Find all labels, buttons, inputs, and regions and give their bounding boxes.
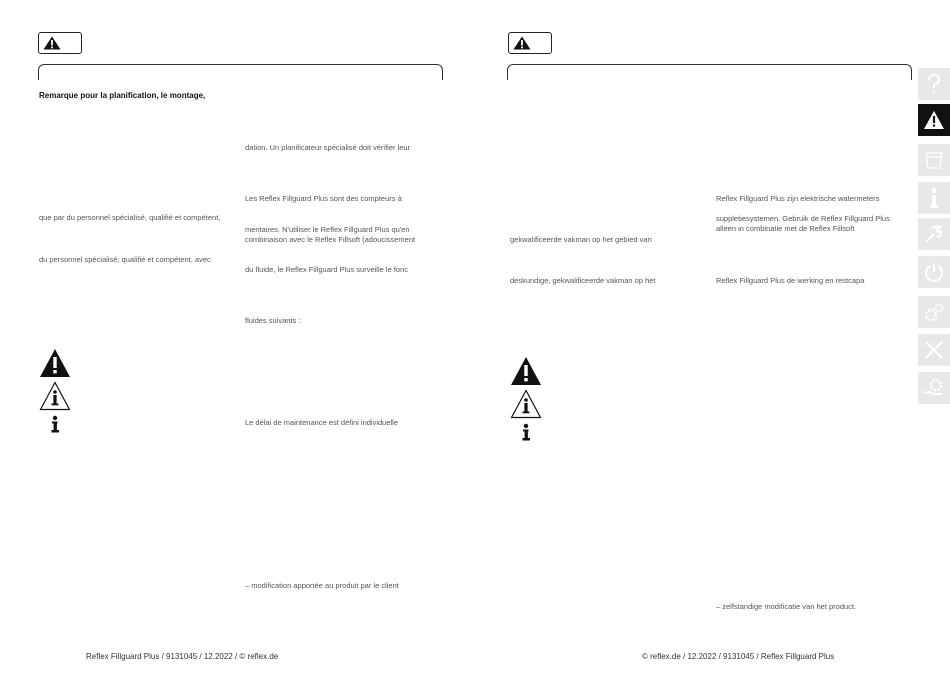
gears-icon xyxy=(923,301,945,323)
text-paragraph: mentaires. N'utiliser le Reflex Fillguard Plus qu'en combinaison avec le Reflex Fillsoft (adoucissement xyxy=(245,225,416,244)
text-line: du fluide, le Reflex Fillguard Plus surveille le fonc xyxy=(245,265,408,274)
section-bracket-right xyxy=(507,64,912,80)
tab-maintenance[interactable] xyxy=(918,334,950,366)
page-footer-right: © reflex.de / 12.2022 / 9131045 / Reflex Fillguard Plus xyxy=(642,652,835,661)
info-icon xyxy=(47,415,63,433)
text-line: Reflex Fillguard Plus de werking en restcapa xyxy=(716,276,865,285)
danger-warning-icon xyxy=(510,356,542,386)
tab-scope-of-delivery[interactable] xyxy=(918,144,950,176)
tab-service[interactable] xyxy=(918,372,950,404)
warning-icon xyxy=(923,110,945,130)
danger-warning-icon xyxy=(39,348,71,378)
text-line: dation. Un planificateur spécialisé doit vérifier leur xyxy=(245,143,411,152)
power-icon xyxy=(923,261,945,283)
warning-icon xyxy=(43,36,61,50)
hand-gear-icon xyxy=(922,377,946,399)
box-icon xyxy=(923,149,945,171)
section-bracket-left xyxy=(38,64,443,80)
text-line: – modification apportée au produit par le client xyxy=(245,581,399,590)
tab-info[interactable] xyxy=(918,182,950,214)
wrench-tool-icon xyxy=(923,223,945,245)
text-line: que par du personnel spécialisé, qualifié et compétent, xyxy=(39,213,221,222)
text-line: Les Reflex Fillguard Plus sont des compteurs à xyxy=(245,194,402,203)
text-line: – zelfstandige modificatie van het product. xyxy=(716,602,857,611)
page-footer-left: Reflex Fillguard Plus / 9131045 / 12.2022 / © reflex.de xyxy=(86,652,279,661)
info-icon xyxy=(927,187,941,209)
caution-info-icon xyxy=(39,381,71,411)
tab-operation[interactable] xyxy=(918,296,950,328)
warning-icon xyxy=(513,36,531,50)
tab-warning[interactable] xyxy=(918,104,950,136)
text-line: Reflex Fillguard Plus zijn elektrische watermeters xyxy=(716,194,880,203)
section-heading: Remarque pour la planification, le montage, xyxy=(39,91,206,100)
tab-question[interactable] xyxy=(918,68,950,100)
text-line: Le délai de maintenance est défini individuelle xyxy=(245,418,399,427)
info-icon xyxy=(518,423,534,441)
text-line: deskundige, gekwalificeerde vakman op het xyxy=(510,276,656,285)
warning-label-box xyxy=(508,32,552,54)
tab-commissioning[interactable] xyxy=(918,256,950,288)
caution-info-icon xyxy=(510,389,542,419)
tools-icon xyxy=(923,339,945,361)
text-paragraph: suppletiesystemen. Gebruik de Reflex Fillguard Plus alleen in combinatie met de Reflex Fillsoft xyxy=(716,214,890,233)
warning-label-box xyxy=(38,32,82,54)
question-icon xyxy=(924,73,944,95)
text-line: gekwalificeerde vakman op het gebied van xyxy=(510,235,652,244)
text-line: fluides suivants : xyxy=(245,316,301,325)
text-line: du personnel spécialisé, qualifié et compétent, avec xyxy=(39,255,211,264)
tab-installation[interactable] xyxy=(918,218,950,250)
